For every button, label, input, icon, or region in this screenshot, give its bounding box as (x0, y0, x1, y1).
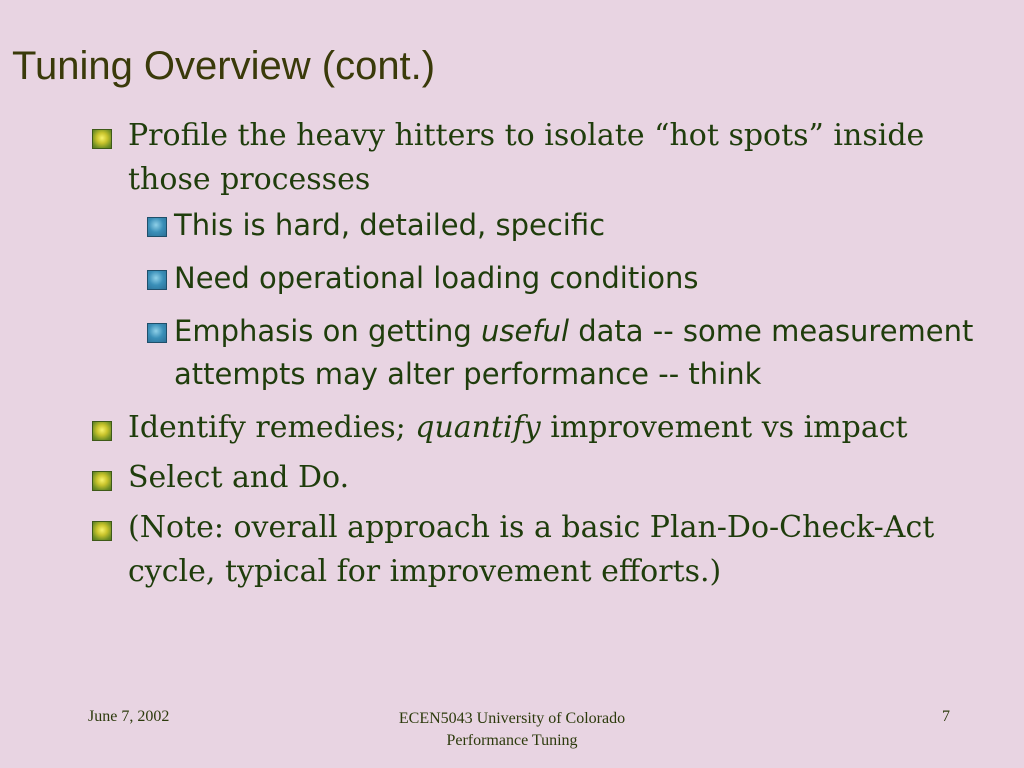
bullet-item (92, 456, 1002, 500)
sub-bullet-item (128, 310, 1002, 396)
slide-title: Tuning Overview (cont.) (12, 44, 436, 88)
yellow-square-bullet-icon (92, 471, 112, 491)
sub-bullet-text-after: data -- some measurement attempts may alter performance -- think (174, 314, 974, 391)
bullet-text: Select and Do. (128, 460, 350, 495)
bullet-item (92, 406, 1002, 450)
emphasis-useful: useful (481, 314, 570, 348)
sub-bullet-item (128, 257, 1002, 300)
blue-square-bullet-icon (147, 270, 167, 290)
yellow-square-bullet-icon (92, 129, 112, 149)
footer-course-name: ECEN5043 University of Colorado (398, 710, 626, 727)
bullet-text-before: Identify remedies; (128, 410, 416, 445)
blue-square-bullet-icon (147, 323, 167, 343)
footer-course (362, 708, 662, 752)
bullet-text-after: improvement vs impact (540, 410, 908, 445)
bullet-list (92, 114, 1002, 600)
sub-bullet-list (128, 204, 1002, 396)
bullet-item (92, 506, 1002, 594)
blue-square-bullet-icon (147, 217, 167, 237)
yellow-square-bullet-icon (92, 521, 112, 541)
bullet-item (92, 114, 1002, 396)
sub-bullet-text-before: Emphasis on getting (174, 314, 482, 348)
sub-bullet-text: Need operational loading conditions (174, 261, 699, 295)
slide-number: 7 (942, 708, 950, 725)
yellow-square-bullet-icon (92, 421, 112, 441)
footer-date: June 7, 2002 (88, 708, 170, 725)
bullet-text: (Note: overall approach is a basic Plan-Do-Check-Act cycle, typical for improvement efforts.) (128, 510, 935, 589)
bullet-text (128, 406, 1002, 450)
emphasis-quantify: quantify (415, 410, 541, 445)
sub-bullet-text: This is hard, detailed, specific (174, 208, 606, 242)
footer-course-subtitle: Performance Tuning (446, 732, 578, 749)
sub-bullet-item (128, 204, 1002, 247)
bullet-text: Profile the heavy hitters to isolate “hot spots” inside those processes (128, 118, 925, 197)
